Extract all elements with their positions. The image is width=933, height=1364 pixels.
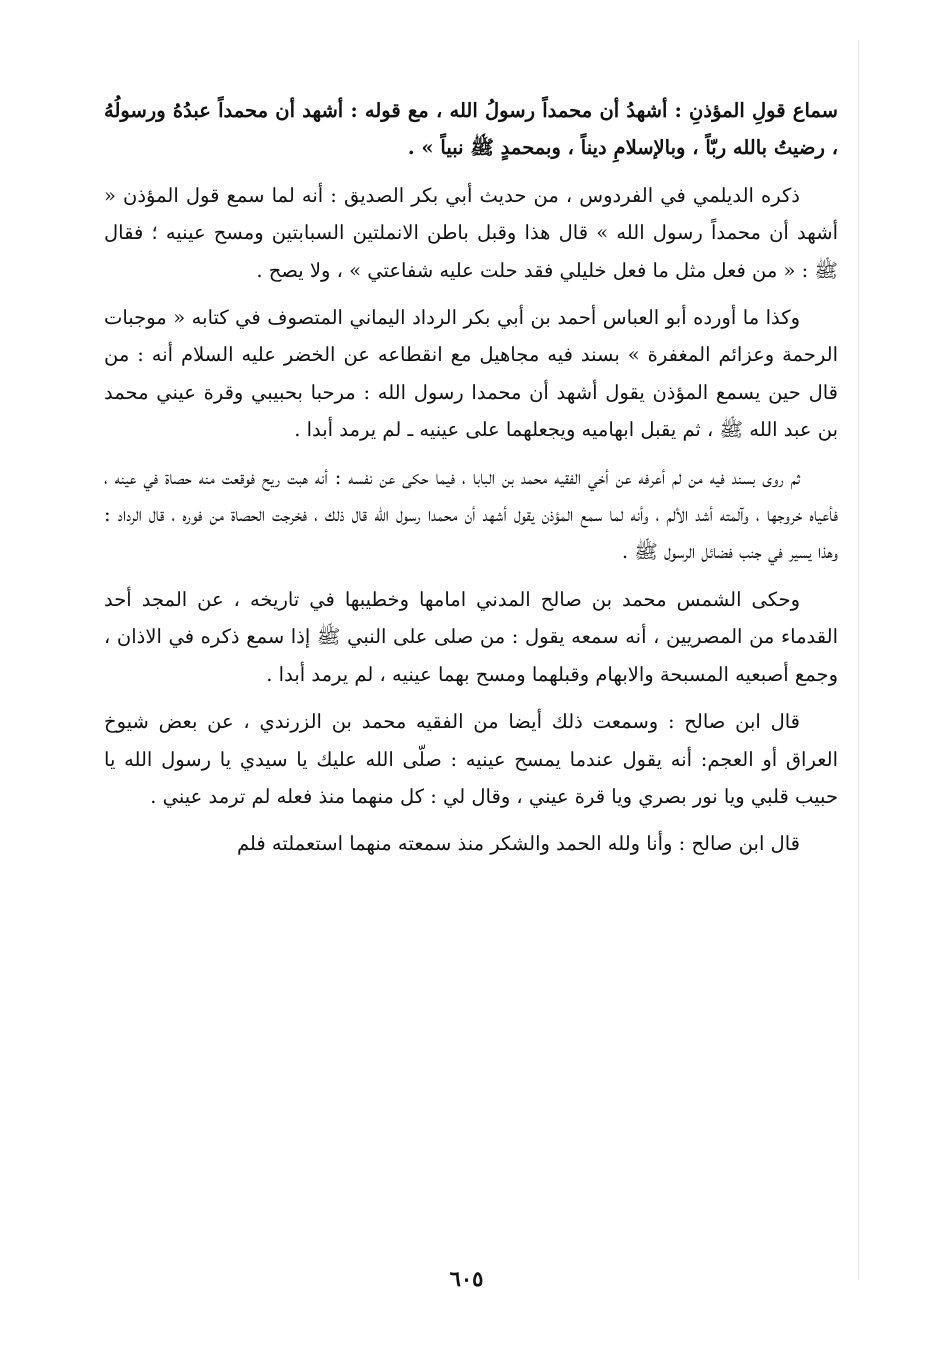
paragraph-daylami: ذكره الديلمي في الفردوس ، من حديث أبي بكر الصديق : أنه لما سمع قول المؤذن « أشهد أن محمداً رسول الله » قال هذا وقبل باطن الانملتين السبابتين ومسح عينيه ؛ فقال ﷺ : « من فعل مثل ما فعل خليلي فقد حلت عليه شفاعتي » ، ولا يصح . — [104, 183, 838, 282]
paragraph-raddad: وكذا ما أورده أبو العباس أحمد بن أبي بكر الرداد اليماني المتصوف في كتابه « موجبات الرحمة وعزائم المغفرة » بسند فيه مجاهيل مع انقطاعه عن الخضر عليه السلام أنه : من قال حين يسمع المؤذن يقول أشهد أن محمدا رسول الله : مرحبا بحبيبي وقرة عيني محمد بن عبد الله ﷺ ، ثم يقبل ابهاميه ويجعلهما على عينيه ـ لم يرمد أبدا . — [104, 306, 838, 442]
paragraph-ibn-salih-zarandi: قال ابن صالح : وسمعت ذلك أيضا من الفقيه محمد بن الزرندي ، عن بعض شيوخ العراق أو العجم: أنه يقول عندما يمسح عينيه : صلّى الله عليك يا سيدي يا رسول الله يا حبيب قلبي ويا نور بصري ويا قرة عيني ، وقال لي : كل منهما منذ فعله لم ترمد عيني . — [104, 710, 838, 808]
page-number: ٦٠٥ — [449, 1266, 484, 1291]
paragraph-ibn-al-baba: ثم روى بسند فيه من لم أعرفه عن أخي الفقيه محمد بن البابا ، فيما حكى عن نفسه : أنه هبت ريح فوقعت منه حصاة في عينه ، فأعياه خروجها ، وآلمته أشد الألم ، وأنه لما سمع المؤذن يقول أشهد أن محمدا رسول الله قال ذلك ، فخرجت الحصاة من فوره ، قال الرداد : وهذا يسير في جنب فضائل الرسول ﷺ . — [104, 465, 838, 564]
paragraph-intro: سماع قولِ المؤذنِ : أشهدُ أن محمداً رسولُ الله ، مع قوله : أشهد أن محمداً عبدُهُ ورسولُهُ ، رضيتُ بالله ربّاً ، وبالإسلامِ ديناً ، وبمحمدٍ ﷺ نبياً » . — [104, 99, 838, 160]
page-edge-line — [858, 40, 859, 1280]
page-body-text — [104, 92, 838, 873]
paragraph-shams: وحكى الشمس محمد بن صالح المدني امامها وخطيبها في تاريخه ، عن المجد أحد القدماء من المصريين ، أنه سمعه يقول : من صلى على النبي ﷺ إذا سمع ذكره في الاذان ، وجمع أصبعيه المسبحة والابهام وقبلهما ومسح بهما عينيه ، لم يرمد أبدا . — [104, 587, 838, 686]
paragraph-ibn-salih-closing: قال ابن صالح : وأنا ولله الحمد والشكر منذ سمعته منهما استعملته فلم — [236, 832, 800, 856]
